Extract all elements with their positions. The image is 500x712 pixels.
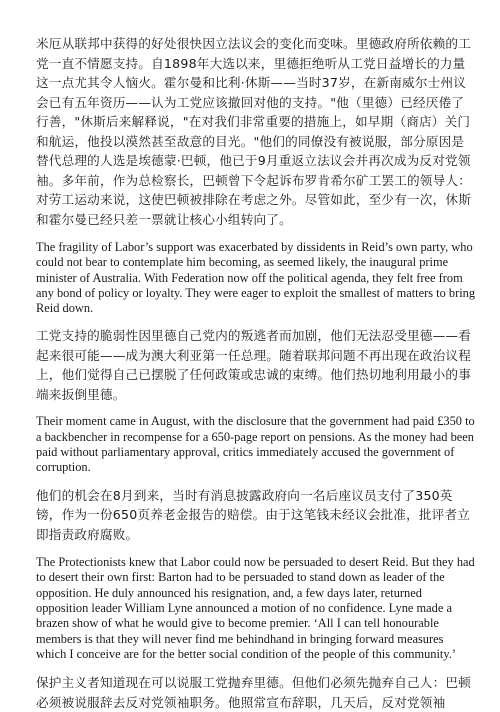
paragraph-zh-2: 工党支持的脆弱性因里德自己党内的叛逃者而加剧，他们无法忍受里德——看起来很可能——成为澳大利亚第一任总理。随着联邦问题不再出现在政治议程上，他们觉得自己已摆脱了任何政策或忠诚的束缚。他们热切地利用最小的事端来扳倒里德。 [36,328,471,402]
paragraph-zh-1: 米厄从联邦中获得的好处很快因立法议会的变化而变味。里德政府所依赖的工党一直不情愿支持。自1898年大选以来，里德拒绝听从工党日益增长的力量这一点尤其令人恼火。霍尔曼和比利·休斯——当时37岁，在新南威尔士州议会已有五年资历——认为工党应该撤回对他的支持。"他（里德）已经厌倦了行善，"休斯后来解释说，"在对我们非常重要的措施上，如早期（商店）关门和航运，他投以漠然甚至敌意的目光。"他们的同僚没有被说服，部分原因是替代总理的人选是埃德蒙·巴顿，他已于9月重返立法议会并再次成为反对党领袖。多年前，作为总检察长，巴顿曾下令起诉布罗肯希尔矿工罢工的领导人：对劳工运动来说，这使巴顿被排除在考虑之外。尽管如此，至少有一次，休斯和霍尔曼已经只差一票就让核心小组转向了。 [36,36,471,227]
paragraph-en-3: The Protectionists knew that Labor could now be persuaded to desert Reid. But they had to desert their own first: Barton had to be persuaded to stand down as leader of the opposition. He duly announced his resignation, and, a few days later, returned opposition leader William Lyne announced a motion of no confidence. Lyne made a brazen show of what he would give to become premier. ‘All I can tell honourable members is that they will never find me behindhand in bringing forward measures which I conceive are for the better social condition of the people of this community.’ [36,555,475,661]
paragraph-zh-3: 他们的机会在8月到来，当时有消息披露政府向一名后座议员支付了350英镑，作为一份650页养老金报告的赔偿。由于这笔钱未经议会批准，批评者立即指责政府腐败。 [36,487,471,542]
paragraph-zh-4: 保护主义者知道现在可以说服工党抛弃里德。但他们必须先抛弃自己人：巴顿必须被说服辞去反对党领袖职务。他照常宣布辞职，几天后，反对党领袖 [36,675,471,710]
paragraph-en-1: The fragility of Labor’s support was exacerbated by dissidents in Reid’s own party, who could not bear to contemplate him becoming, as seemed likely, the inaugural prime minister of Australia. With Federation now off the political agenda, they felt free from any bond of policy or loyalty. They were eager to exploit the smallest of matters to bring Reid down. [36,240,476,316]
paragraph-en-2: Their moment came in August, with the disclosure that the government had paid £350 to a backbencher in recompense for a 650-page report on pensions. As the money had been paid without parliamentary approval, critics immediately accused the government of corruption. [36,414,475,475]
document-page [36,34,476,712]
